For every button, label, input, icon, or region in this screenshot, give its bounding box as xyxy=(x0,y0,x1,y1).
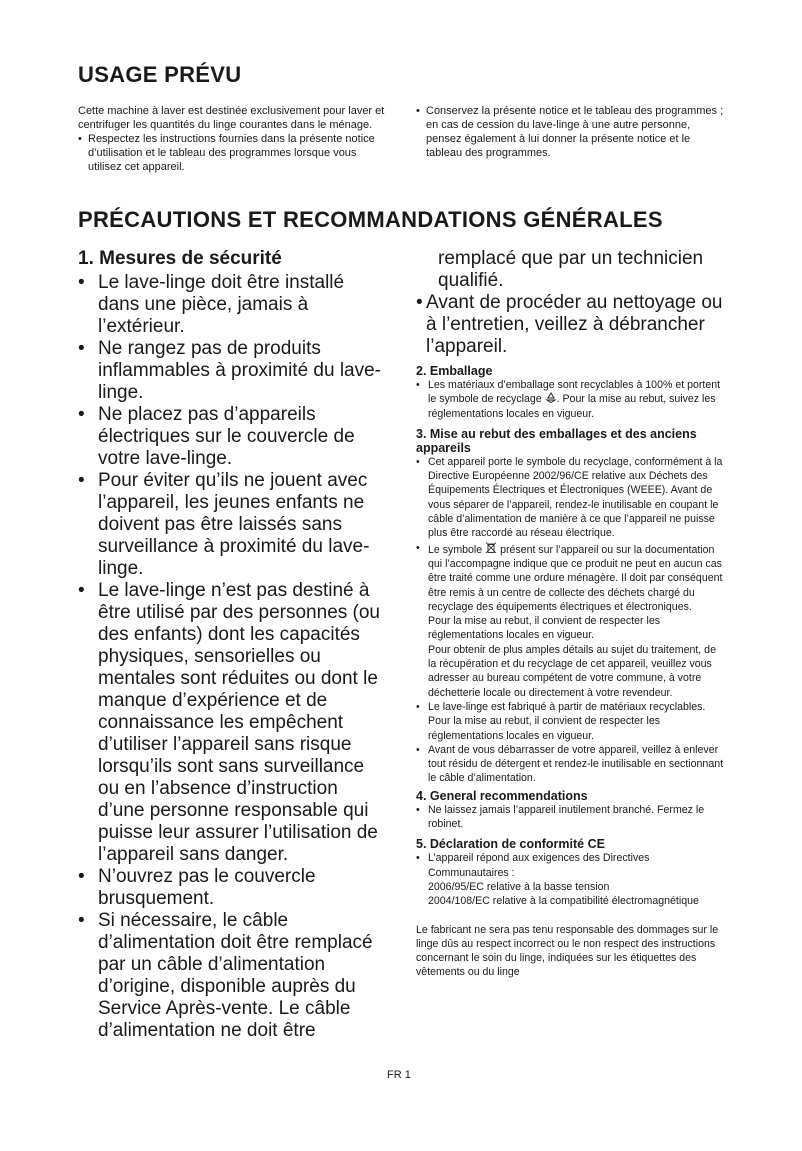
ce-declaration-heading: 5. Déclaration de conformité CE xyxy=(416,837,605,852)
usage-right-column xyxy=(416,104,726,160)
disposal-item-4: • Avant de vous débarrasser de votre appareil, veillez à enlever tout résidu de détergent et rendez-le inutilisable en sectionnant le câble d’alimentation. xyxy=(416,743,726,786)
disposal-item-2-b: présent sur l’appareil ou sur la documentation qui l’accompagne indique que ce produit ne peut en aucun cas être traité comme une ordure ménagère. Il doit par conséquent être remis à un centre de collecte des déchets chargé du recyclage des équipements électriques et électroniques. xyxy=(428,543,723,613)
general-recommendations-heading: 4. General recommendations xyxy=(416,788,588,803)
general-recommendations-item: • Ne laissez jamais l’appareil inutilement branché. Fermez le robinet. xyxy=(416,803,726,832)
right-column xyxy=(416,248,726,980)
section-title-precautions: PRÉCAUTIONS ET RECOMMANDATIONS GÉNÉRALES xyxy=(78,207,663,232)
safety-heading: 1. Mesures de sécurité xyxy=(78,248,282,269)
page-number: FR 1 xyxy=(387,1069,411,1081)
safety-item-continued: remplacé que par un technicien qualifié. xyxy=(438,248,704,291)
safety-column xyxy=(78,248,386,1042)
safety-item: • Ne placez pas d’appareils électriques sur le couvercle de votre lave-linge. xyxy=(78,404,386,470)
section-title-usage: USAGE PRÉVU xyxy=(78,62,242,87)
usage-bullet-1: • Respectez les instructions fournies dans la présente notice d’utilisation et le tableau des programmes lorsque vous utilisez cet appareil. xyxy=(78,132,388,174)
disposal-para-2: Pour obtenir de plus amples détails au sujet du traitement, de la récupération et du recyclage de cet appareil, veuillez vous adresser au bureau compétent de votre commune, à votre déchetterie locale ou directement à votre revendeur. xyxy=(428,643,716,699)
usage-bullet-2: • Conservez la présente notice et le tableau des programmes ; en cas de cession du lave-linge à une autre personne, pensez également à lui donner la présente notice et le tableau des programmes. xyxy=(416,104,726,160)
disposal-para-1: Pour la mise au rebut, il convient de respecter les réglementations locales en vigueur. xyxy=(428,615,661,642)
packaging-item xyxy=(416,378,726,421)
safety-item-last: • Avant de procéder au nettoyage ou à l’entretien, veillez à débrancher l’appareil. xyxy=(416,292,726,358)
disposal-item-2 xyxy=(416,541,726,614)
safety-item: • Ne rangez pas de produits inflammables à proximité du lave-linge. xyxy=(78,338,386,404)
safety-item: • N’ouvrez pas le couvercle brusquement. xyxy=(78,866,386,910)
ce-line-2: 2004/108/EC relative à la compatibilité électromagnétique xyxy=(428,895,699,908)
disposal-item-2-a: Le symbole xyxy=(428,543,483,556)
safety-item: • Si nécessaire, le câble d’alimentation doit être remplacé par un câble d’alimentation d’origine, disponible auprès du Service Après-vente. Le câble d’alimentation ne doit être xyxy=(78,910,386,1042)
ce-declaration-item: • L’appareil répond aux exigences des Directives Communautaires : xyxy=(416,851,726,880)
packaging-heading: 2. Emballage xyxy=(416,364,493,378)
disposal-item-1: • Cet appareil porte le symbole du recyclage, conformément à la Directive Européenne 2002/96/CE relative aux Déchets des Équipements Électriques et Électroniques (WEEE). Avant de vous séparer de l’appareil, rendez-le inutilisable en coupant le câble d’alimentation de manière à ce que l’appareil ne puisse plus être raccordé au réseau électrique. xyxy=(416,455,726,541)
packaging-text-a: Les matériaux d’emballage sont recyclables à 100% et portent le symbole de recyclage xyxy=(428,379,721,406)
packaging-text-b: . Pour la mise au rebut, suivez les réglementations locales en vigueur. xyxy=(428,393,716,420)
disposal-item-3: • Le lave-linge est fabriqué à partir de matériaux recyclables. Pour la mise au rebut, il convient de respecter les réglementations locales en vigueur. xyxy=(416,700,726,743)
disclaimer: Le fabricant ne sera pas tenu responsable des dommages sur le linge dûs au respect incorrect ou le non respect des instructions concernant le soin du linge, indiquées sur les étiquettes des vêtements ou du linge xyxy=(416,923,719,979)
crossed-bin-icon xyxy=(485,541,497,554)
safety-item: • Pour éviter qu’ils ne jouent avec l’appareil, les jeunes enfants ne doivent pas être laissés sans surveillance à proximité du lave-linge. xyxy=(78,470,386,580)
ce-line-1: 2006/95/EC relative à la basse tension xyxy=(428,880,610,893)
usage-left-column xyxy=(78,104,388,174)
recycling-icon xyxy=(545,392,557,403)
safety-item: • Le lave-linge n’est pas destiné à être utilisé par des personnes (ou des enfants) dont les capacités physiques, sensorielles ou mentales sont réduites ou dont le manque d’expérience et de connaissance les empêchent d’utiliser l’appareil sans risque lorsqu’ils sont sans surveillance ou en l’absence d’instruction d’une personne responsable qui puisse leur assurer l’utilisation de l’appareil sans danger. xyxy=(78,580,386,866)
safety-item: • Le lave-linge doit être installé dans une pièce, jamais à l’extérieur. xyxy=(78,272,386,338)
usage-intro: Cette machine à laver est destinée exclusivement pour laver et centrifuger les quantités du linge courantes dans le ménage. xyxy=(78,105,385,131)
disposal-heading: 3. Mise au rebut des emballages et des anciens appareils xyxy=(416,426,697,455)
